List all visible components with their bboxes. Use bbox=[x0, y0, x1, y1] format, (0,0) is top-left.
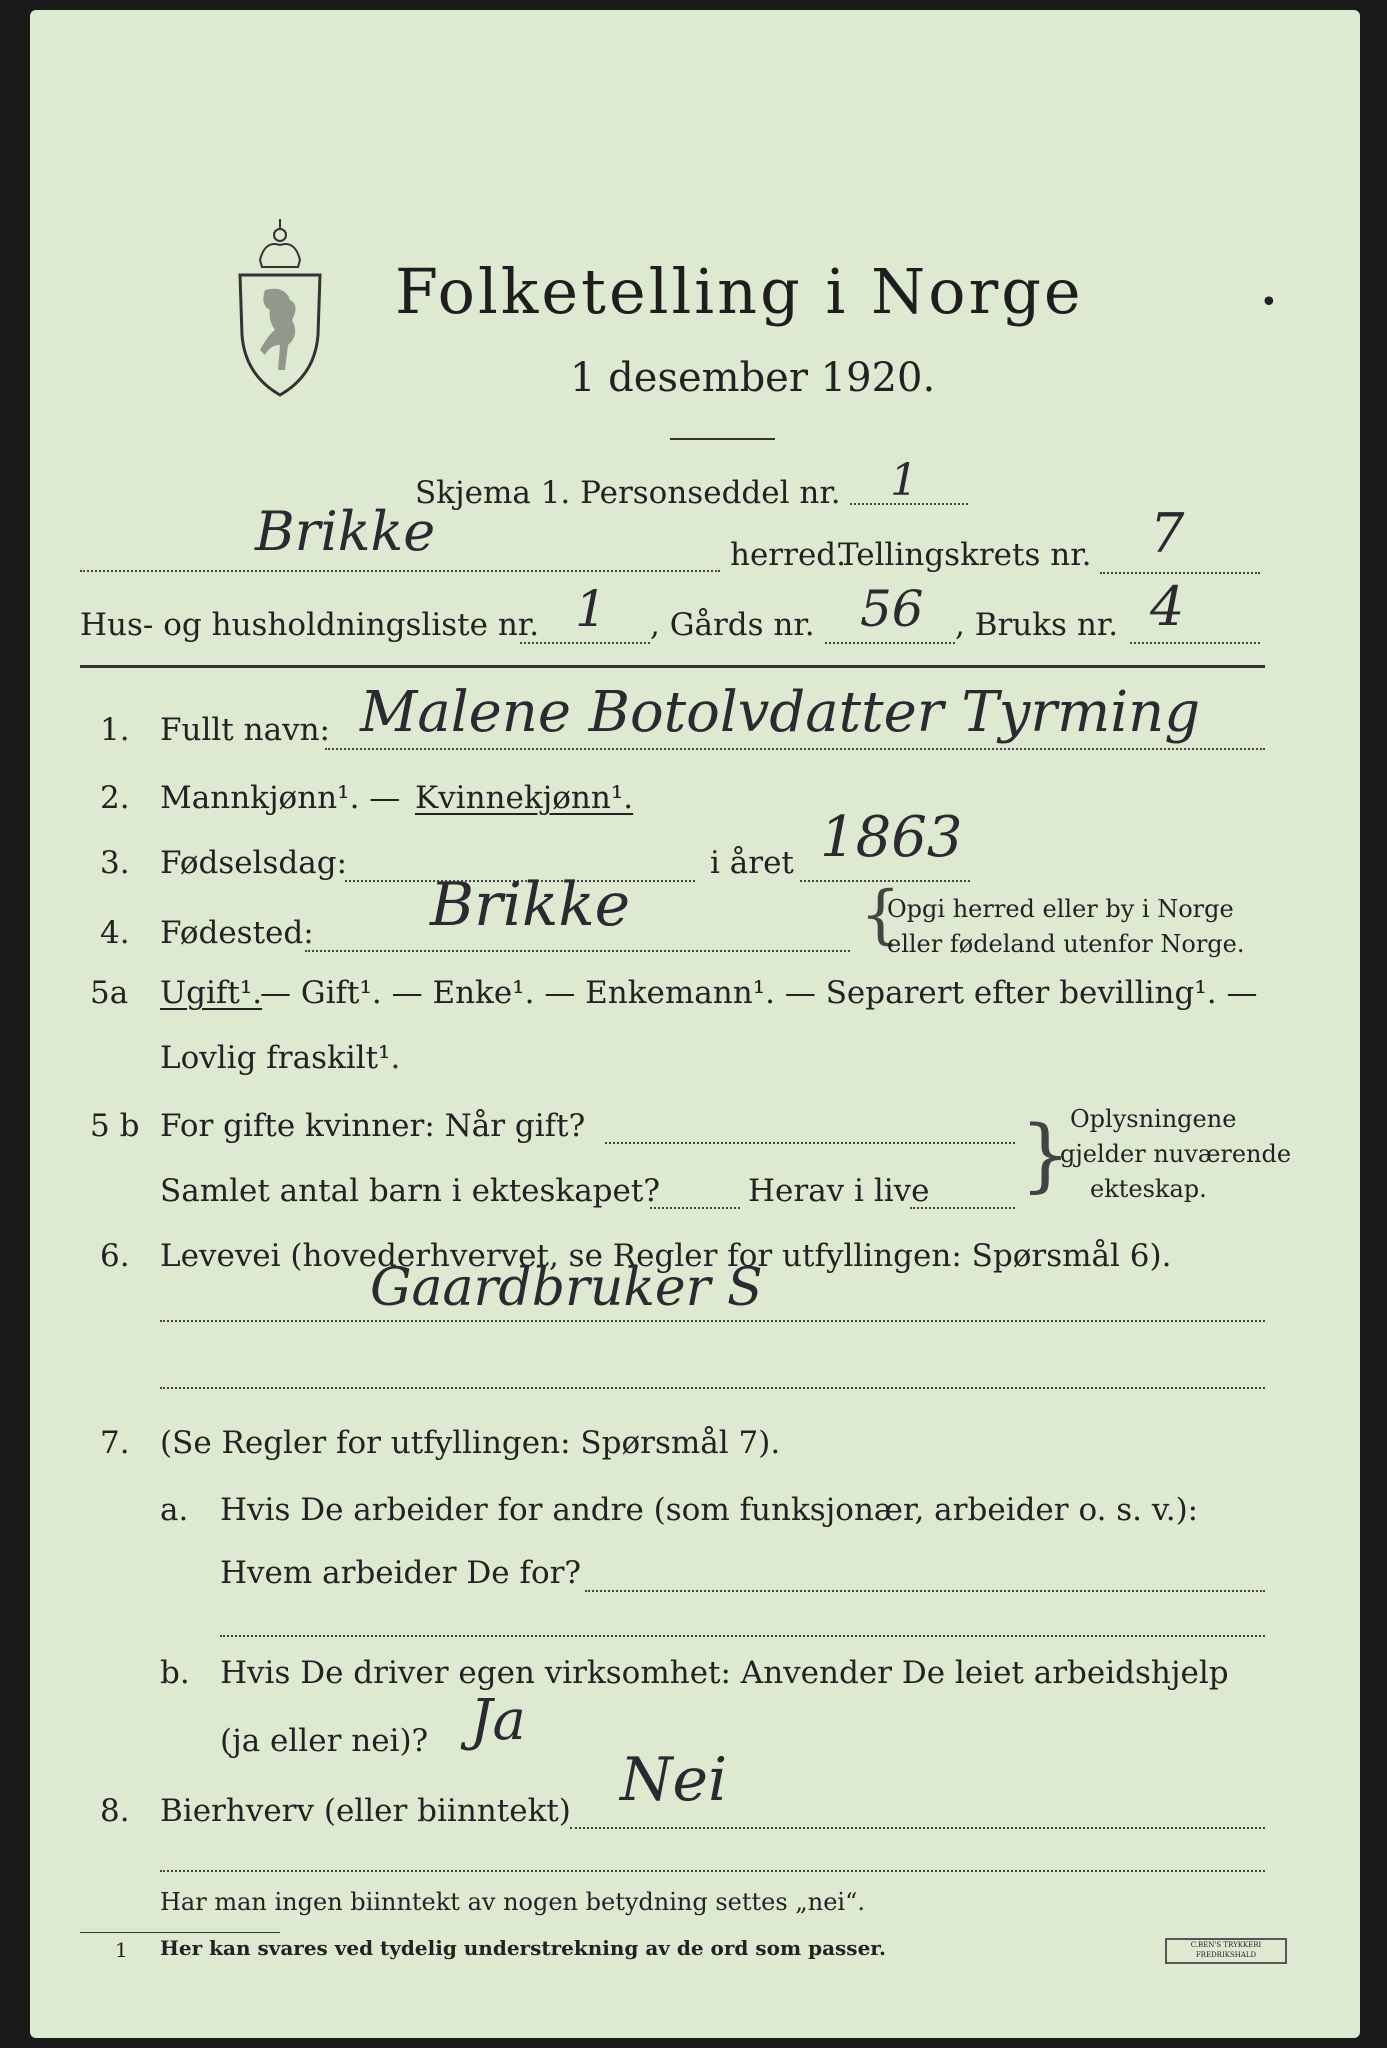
q2-mann: Mannkjønn¹. — bbox=[160, 780, 401, 816]
q5b-barn-line bbox=[650, 1207, 740, 1209]
bruks-line bbox=[1130, 642, 1260, 644]
q4-label: Fødested: bbox=[160, 915, 314, 951]
q7a-line2: Hvem arbeider De for? bbox=[220, 1555, 582, 1591]
q1-label: Fullt navn: bbox=[160, 712, 330, 748]
q5a-options: — Gift¹. — Enke¹. — Enkemann¹. — Separert efter bevilling¹. — bbox=[260, 975, 1258, 1011]
q4-line bbox=[305, 950, 850, 952]
tellingskrets-line bbox=[1100, 572, 1260, 574]
q6-line2 bbox=[160, 1387, 1265, 1389]
q5b-line2b: Herav i live bbox=[748, 1173, 930, 1209]
title-divider bbox=[670, 438, 775, 440]
q7a-line-extra bbox=[220, 1635, 1265, 1637]
herred-value: Brikke bbox=[255, 500, 436, 563]
bruks-value: 4 bbox=[1150, 575, 1185, 638]
q5b-line2a: Samlet antal barn i ekteskapet? bbox=[160, 1173, 660, 1209]
q6-number: 6. bbox=[100, 1238, 130, 1274]
q6-line1 bbox=[160, 1320, 1265, 1322]
q5b-number: 5 b bbox=[90, 1108, 140, 1144]
q3-label: Fødselsdag: bbox=[160, 845, 348, 881]
q4-value: Brikke bbox=[430, 870, 631, 940]
q4-brace: { bbox=[860, 878, 901, 952]
q4-note-line1: Opgi herred eller by i Norge bbox=[887, 895, 1234, 923]
q5b-note2: gjelder nuværende bbox=[1060, 1140, 1292, 1168]
q3-year-label: i året bbox=[710, 845, 794, 881]
q1-value: Malene Botolvdatter Tyrming bbox=[360, 680, 1201, 745]
q6-value: Gaardbruker S bbox=[370, 1258, 763, 1318]
q7b-line2: (ja eller nei)? bbox=[220, 1723, 429, 1759]
q8-number: 8. bbox=[100, 1793, 130, 1829]
footer-note: Har man ingen biinntekt av nogen betydning settes „nei“. bbox=[160, 1888, 865, 1916]
gards-value: 56 bbox=[860, 580, 924, 638]
form-title: Folketelling i Norge bbox=[395, 255, 1084, 328]
q6-label: Levevei (hovederhvervet, se Regler for utfyllingen: Spørsmål 6). bbox=[160, 1238, 1172, 1274]
q5b-gift-line bbox=[605, 1142, 1015, 1144]
q5b-live-line bbox=[910, 1207, 1015, 1209]
q5b-note1: Oplysningene bbox=[1070, 1105, 1237, 1133]
q1-line bbox=[325, 748, 1265, 750]
q5a-number: 5a bbox=[90, 975, 129, 1011]
q1-number: 1. bbox=[100, 712, 130, 748]
q7b-value: Ja bbox=[470, 1688, 526, 1753]
q7b-line1: Hvis De driver egen virksomhet: Anvender De leiet arbeidshjelp bbox=[220, 1655, 1229, 1691]
census-form bbox=[30, 10, 1360, 2038]
q8-value: Nei bbox=[620, 1745, 728, 1815]
q7-label: (Se Regler for utfyllingen: Spørsmål 7). bbox=[160, 1425, 781, 1461]
q8-label: Bierhverv (eller biinntekt) bbox=[160, 1793, 571, 1829]
hus-line bbox=[520, 642, 650, 644]
q5b-note3: ekteskap. bbox=[1090, 1175, 1207, 1203]
q2-number: 2. bbox=[100, 780, 130, 816]
tellingskrets-label: Tellingskrets nr. bbox=[838, 537, 1092, 573]
skjema-label: Skjema 1. Personseddel nr. bbox=[415, 475, 841, 511]
gards-line bbox=[825, 642, 955, 644]
hus-label: Hus- og husholdningsliste nr. bbox=[80, 607, 540, 643]
herred-label: herred. bbox=[730, 537, 846, 573]
q2-kvinne: Kvinnekjønn¹. bbox=[415, 780, 634, 816]
hus-value: 1 bbox=[575, 580, 607, 638]
header-divider bbox=[80, 665, 1265, 668]
gards-label: , Gårds nr. bbox=[650, 607, 815, 643]
q7-number: 7. bbox=[100, 1425, 130, 1461]
title-dot: • bbox=[1260, 285, 1278, 320]
footnote-text: Her kan svares ved tydelig understrekning av de ord som passer. bbox=[160, 1936, 886, 1960]
q7a-line1: Hvis De arbeider for andre (som funksjonær, arbeider o. s. v.): bbox=[220, 1492, 1199, 1528]
q7b-number: b. bbox=[160, 1655, 190, 1691]
coat-of-arms-icon bbox=[230, 205, 330, 405]
q8-line2 bbox=[160, 1870, 1265, 1872]
q5b-brace: } bbox=[1020, 1108, 1071, 1201]
herred-line bbox=[80, 570, 720, 572]
form-date: 1 desember 1920. bbox=[570, 355, 936, 401]
tellingskrets-value: 7 bbox=[1150, 502, 1185, 565]
q3-number: 3. bbox=[100, 845, 130, 881]
footnote-number: 1 bbox=[115, 1938, 128, 1962]
q3-year-value: 1863 bbox=[820, 805, 963, 870]
q7a-number: a. bbox=[160, 1492, 189, 1528]
q4-number: 4. bbox=[100, 915, 130, 951]
q5b-line1: For gifte kvinner: Når gift? bbox=[160, 1108, 586, 1144]
q4-note-line2: eller fødeland utenfor Norge. bbox=[887, 930, 1245, 958]
bruks-label: , Bruks nr. bbox=[955, 607, 1119, 643]
footnote-divider bbox=[80, 1932, 280, 1933]
printer-stamp: C.BEN'S TRYKKERI FREDRIKSHALD bbox=[1165, 1938, 1287, 1964]
q8-line bbox=[570, 1827, 1265, 1829]
q7a-line bbox=[585, 1590, 1265, 1592]
q5a-ugift: Ugift¹. bbox=[160, 975, 263, 1011]
q5a-line2: Lovlig fraskilt¹. bbox=[160, 1040, 401, 1076]
personseddel-nr: 1 bbox=[890, 455, 918, 506]
